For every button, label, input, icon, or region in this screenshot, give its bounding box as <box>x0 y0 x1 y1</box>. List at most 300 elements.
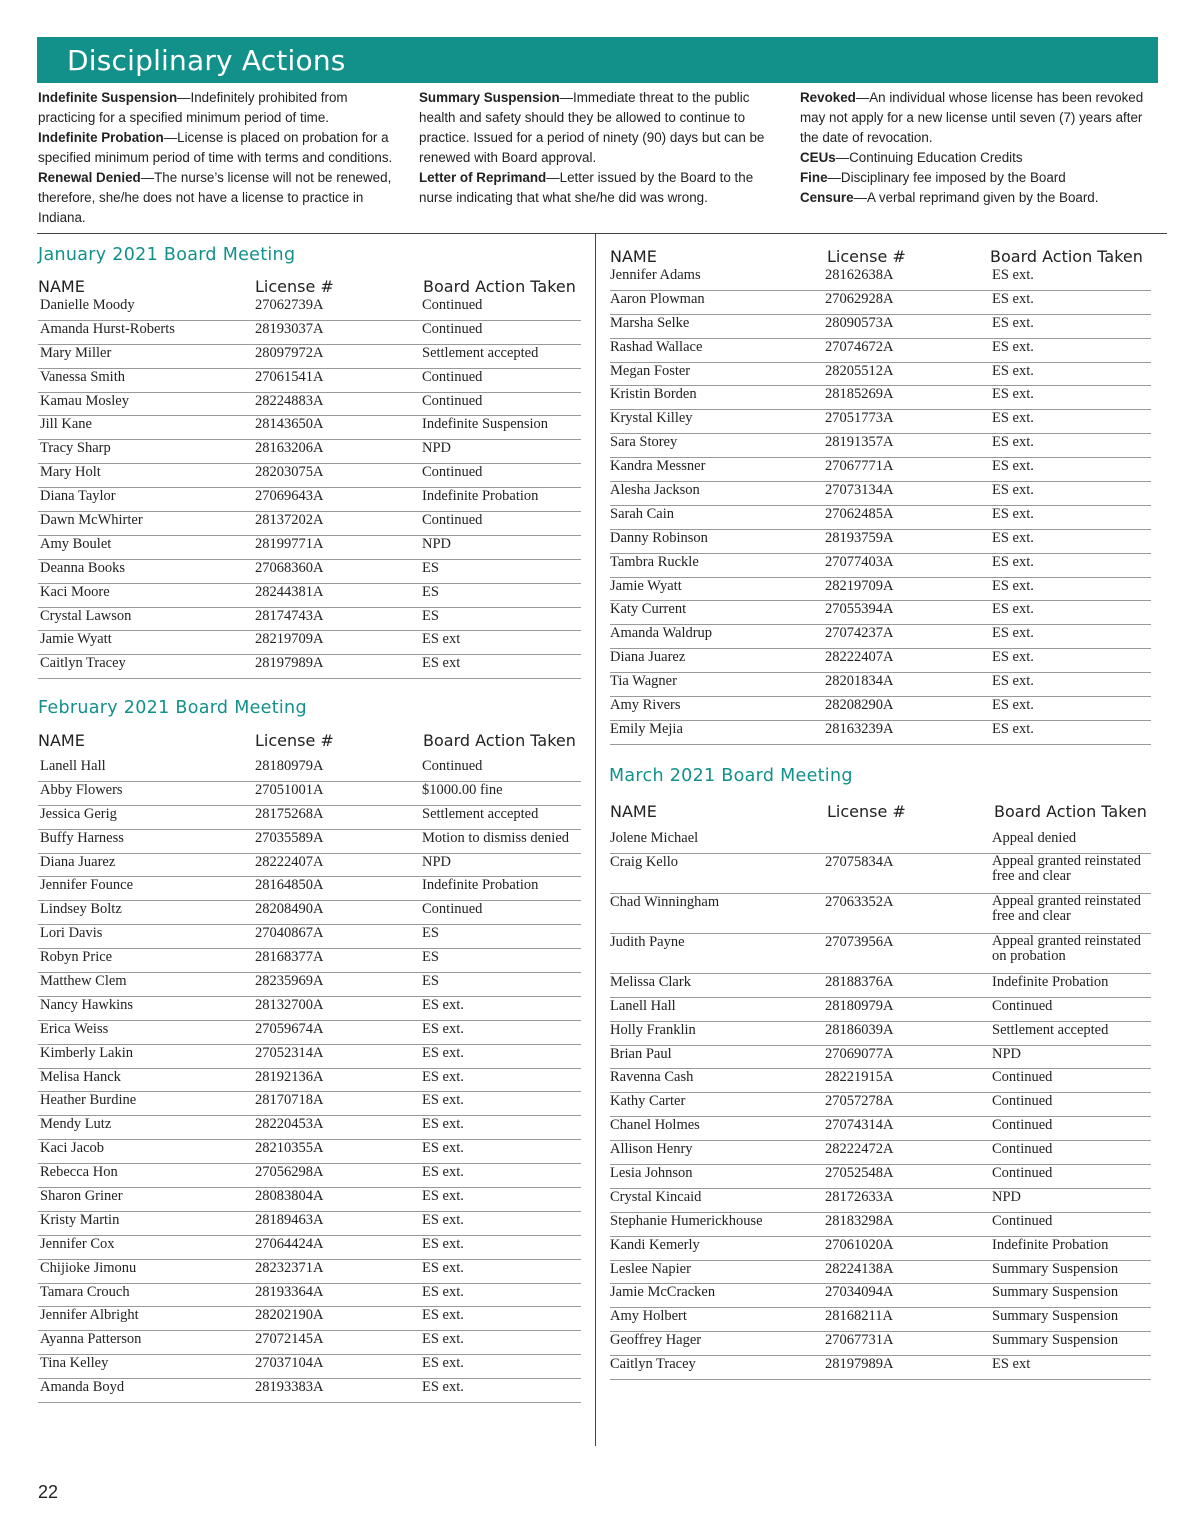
license-number: 27064424A <box>255 1235 324 1252</box>
page-header-banner <box>37 37 1158 83</box>
member-name: Lori Davis <box>40 925 103 942</box>
license-number: 28168377A <box>255 949 324 966</box>
license-number: 28219709A <box>255 631 324 648</box>
table-row <box>38 1092 581 1116</box>
table-row <box>38 655 581 679</box>
board-action: Continued <box>992 1141 1053 1158</box>
table-row <box>610 291 1151 315</box>
license-number: 28097972A <box>255 344 324 361</box>
board-action: ES ext. <box>992 577 1034 594</box>
license-number: 28164850A <box>255 877 324 894</box>
table-row <box>38 782 581 806</box>
board-action: ES ext. <box>422 1211 464 1228</box>
january-table <box>38 297 581 679</box>
table-row <box>610 458 1151 482</box>
member-name: Judith Payne <box>610 933 685 950</box>
table-row <box>610 934 1151 974</box>
member-name: Kristin Borden <box>610 386 697 403</box>
board-action: ES ext. <box>422 1379 464 1396</box>
license-number: 28244381A <box>255 583 324 600</box>
board-action: ES <box>422 949 439 966</box>
license-number: 28224883A <box>255 392 324 409</box>
member-name: Tina Kelley <box>40 1355 109 1372</box>
board-action: Indefinite Probation <box>422 488 539 505</box>
table-row <box>610 697 1151 721</box>
member-name: Megan Foster <box>610 362 691 379</box>
member-name: Crystal Kincaid <box>610 1188 702 1205</box>
board-action: ES ext. <box>992 673 1034 690</box>
member-name: Lindsey Boltz <box>40 901 122 918</box>
board-action: ES ext. <box>992 625 1034 642</box>
table-row <box>38 830 581 854</box>
member-name: Krystal Killey <box>610 410 693 427</box>
table-row <box>610 1261 1151 1285</box>
board-action: Settlement accepted <box>992 1021 1109 1038</box>
definition-text: —A verbal reprimand given by the Board. <box>853 190 1099 205</box>
definition-term: Indefinite Probation <box>38 130 164 145</box>
table-row <box>610 506 1151 530</box>
member-name: Jamie Wyatt <box>610 577 682 594</box>
table-row <box>610 1189 1151 1213</box>
member-name: Melisa Hanck <box>40 1068 121 1085</box>
board-action: Settlement accepted <box>422 805 539 822</box>
member-name: Deanna Books <box>40 559 125 576</box>
board-action: ES ext. <box>992 553 1034 570</box>
february-cont-col-name: NAME <box>610 247 657 266</box>
board-action: ES ext. <box>992 720 1034 737</box>
license-number: 28162638A <box>825 267 894 283</box>
license-number: 28172633A <box>825 1188 894 1205</box>
board-action: ES <box>422 583 439 600</box>
table-row <box>38 1284 581 1308</box>
license-number: 27074237A <box>825 625 894 642</box>
member-name: Buffy Harness <box>40 829 124 846</box>
member-name: Amanda Boyd <box>40 1379 125 1396</box>
definition-item <box>800 88 1160 148</box>
table-row <box>38 560 581 584</box>
license-number: 28193759A <box>825 529 894 546</box>
license-number: 27037104A <box>255 1355 324 1372</box>
definition-text: —Continuing Education Credits <box>835 150 1023 165</box>
license-number: 28170718A <box>255 1092 324 1109</box>
member-name: Katy Current <box>610 601 687 618</box>
member-name: Tamara Crouch <box>40 1283 130 1300</box>
license-number: 27056298A <box>255 1164 324 1181</box>
definition-term: CEUs <box>800 150 836 165</box>
table-row <box>610 1237 1151 1261</box>
license-number: 27055394A <box>825 601 894 618</box>
board-action: ES ext. <box>992 338 1034 355</box>
definition-text: —Indefinitely prohibited from practicing for a specified minimum period of time. <box>38 90 348 125</box>
license-number: 27069643A <box>255 488 324 505</box>
member-name: Heather Burdine <box>40 1092 137 1109</box>
license-number: 28137202A <box>255 512 324 529</box>
license-number: 28205512A <box>825 362 894 379</box>
board-action: ES ext. <box>992 458 1034 475</box>
board-action: Summary Suspension <box>992 1332 1119 1349</box>
license-number: 28224138A <box>825 1260 894 1277</box>
board-action: Indefinite Probation <box>992 1236 1109 1253</box>
table-row <box>38 1188 581 1212</box>
license-number: 28175268A <box>255 805 324 822</box>
license-number: 27059674A <box>255 1020 324 1037</box>
page-title: Disciplinary Actions <box>67 44 346 77</box>
table-row <box>610 339 1151 363</box>
definition-text: —The nurse’s license will not be renewed, therefore, she/he does not have a license to practice in Indiana. <box>38 170 392 225</box>
table-row <box>38 806 581 830</box>
definition-term: Renewal Denied <box>38 170 141 185</box>
table-row <box>38 997 581 1021</box>
board-action: ES ext. <box>992 362 1034 379</box>
board-action: ES ext. <box>992 434 1034 451</box>
license-number: 28174743A <box>255 607 324 624</box>
member-name: Amy Boulet <box>40 535 112 552</box>
table-row <box>38 297 581 321</box>
board-action: ES <box>422 973 439 990</box>
board-action: ES ext. <box>992 649 1034 666</box>
definition-text: —An individual whose license has been revoked may not apply for a new license until seven (7) years after the date of revocation. <box>800 90 1144 145</box>
board-action: ES ext. <box>422 1092 464 1109</box>
february-table <box>38 758 581 1403</box>
member-name: Kimberly Lakin <box>40 1044 134 1061</box>
board-action: Indefinite Suspension <box>422 416 549 433</box>
member-name: Dawn McWhirter <box>40 512 143 529</box>
table-row <box>610 625 1151 649</box>
board-action: ES ext. <box>992 290 1034 307</box>
table-row <box>38 1116 581 1140</box>
board-action: Continued <box>422 464 483 481</box>
march-table <box>610 830 1151 1380</box>
table-row <box>38 608 581 632</box>
board-action: ES <box>422 607 439 624</box>
member-name: Aaron Plowman <box>610 290 705 307</box>
member-name: Diana Taylor <box>40 488 116 505</box>
member-name: Kaci Moore <box>40 583 110 600</box>
license-number: 27067771A <box>825 458 894 475</box>
member-name: Jennifer Founce <box>40 877 134 894</box>
definition-item <box>800 168 1160 188</box>
member-name: Stephanie Humerickhouse <box>610 1212 763 1229</box>
license-number: 27051001A <box>255 781 324 798</box>
license-number: 27035589A <box>255 829 324 846</box>
february-col-action: Board Action Taken <box>423 731 576 750</box>
board-action: Continued <box>992 1212 1053 1229</box>
board-action: Continued <box>992 1093 1053 1110</box>
table-row <box>610 1022 1151 1046</box>
member-name: Robyn Price <box>40 949 113 966</box>
board-action: ES ext <box>422 631 461 648</box>
member-name: Abby Flowers <box>40 781 123 798</box>
board-action: ES ext. <box>992 386 1034 403</box>
member-name: Tia Wagner <box>610 673 677 690</box>
table-row <box>38 1260 581 1284</box>
board-action: Continued <box>422 297 483 313</box>
member-name: Alesha Jackson <box>610 482 700 499</box>
license-number: 28192136A <box>255 1068 324 1085</box>
table-row <box>610 1308 1151 1332</box>
february-col-license: License # <box>255 731 334 750</box>
horizontal-divider <box>37 233 1167 234</box>
definitions-column-2 <box>419 88 781 208</box>
definition-item <box>38 128 400 168</box>
member-name: Amanda Hurst-Roberts <box>40 320 175 337</box>
license-number: 28083804A <box>255 1188 324 1205</box>
license-number: 27074672A <box>825 338 894 355</box>
definition-term: Letter of Reprimand <box>419 170 547 185</box>
board-action: ES ext. <box>992 505 1034 522</box>
license-number: 27073956A <box>825 933 894 950</box>
license-number: 27075834A <box>825 853 894 870</box>
january-col-action: Board Action Taken <box>423 277 576 296</box>
license-number: 27074314A <box>825 1117 894 1134</box>
table-row <box>610 578 1151 602</box>
board-action: Continued <box>992 997 1053 1014</box>
member-name: Amy Holbert <box>610 1308 687 1325</box>
member-name: Ravenna Cash <box>610 1069 694 1086</box>
license-number: 28191357A <box>825 434 894 451</box>
license-number: 27057278A <box>825 1093 894 1110</box>
table-row <box>38 1140 581 1164</box>
member-name: Nancy Hawkins <box>40 996 134 1013</box>
board-action: NPD <box>992 1045 1022 1062</box>
member-name: Kandra Messner <box>610 458 706 475</box>
member-name: Mary Holt <box>40 464 101 481</box>
member-name: Kaci Jacob <box>40 1140 105 1157</box>
license-number: 28222472A <box>825 1141 894 1158</box>
member-name: Jessica Gerig <box>40 805 117 822</box>
board-action: ES ext. <box>992 314 1034 331</box>
table-row <box>38 416 581 440</box>
member-name: Jill Kane <box>40 416 92 433</box>
member-name: Caitlyn Tracey <box>40 655 126 672</box>
table-row <box>38 1307 581 1331</box>
board-action: ES <box>422 925 439 942</box>
board-action: Motion to dismiss denied <box>422 829 570 846</box>
license-number: 28208290A <box>825 697 894 714</box>
definition-term: Censure <box>800 190 854 205</box>
board-action: ES <box>422 559 439 576</box>
license-number: 28232371A <box>255 1259 324 1276</box>
table-row <box>38 369 581 393</box>
member-name: Holly Franklin <box>610 1021 696 1038</box>
board-action: ES ext. <box>992 482 1034 499</box>
table-row <box>38 1331 581 1355</box>
table-row <box>38 1045 581 1069</box>
board-action: Appeal denied <box>992 830 1077 846</box>
license-number: 28203075A <box>255 464 324 481</box>
board-action: ES ext. <box>422 996 464 1013</box>
license-number: 27069077A <box>825 1045 894 1062</box>
board-action: Indefinite Probation <box>992 973 1109 990</box>
member-name: Sara Storey <box>610 434 678 451</box>
member-name: Tambra Ruckle <box>610 553 699 570</box>
table-row <box>610 554 1151 578</box>
board-action: ES ext. <box>992 529 1034 546</box>
license-number: 27034094A <box>825 1284 894 1301</box>
license-number: 28193383A <box>255 1379 324 1396</box>
board-action: Appeal granted reinstated on probation <box>992 932 1141 965</box>
table-row <box>38 488 581 512</box>
member-name: Danielle Moody <box>40 297 135 313</box>
member-name: Diana Juarez <box>40 853 116 870</box>
definition-item <box>800 188 1160 208</box>
board-action: ES ext. <box>992 267 1034 283</box>
table-row <box>38 854 581 878</box>
table-row <box>38 1379 581 1403</box>
license-number: 27051773A <box>825 410 894 427</box>
definitions-column-1 <box>38 88 400 228</box>
board-action: Continued <box>422 901 483 918</box>
definition-term: Summary Suspension <box>419 90 560 105</box>
table-row <box>610 830 1151 854</box>
license-number: 28197989A <box>825 1356 894 1373</box>
license-number: 28197989A <box>255 655 324 672</box>
board-action: ES ext <box>422 655 461 672</box>
member-name: Amy Rivers <box>610 697 681 714</box>
member-name: Mary Miller <box>40 344 112 361</box>
table-row <box>610 1356 1151 1380</box>
board-action: Summary Suspension <box>992 1260 1119 1277</box>
table-row <box>38 440 581 464</box>
march-section-title: March 2021 Board Meeting <box>609 766 853 786</box>
table-row <box>610 601 1151 625</box>
board-action: Continued <box>422 758 483 774</box>
member-name: Crystal Lawson <box>40 607 132 624</box>
table-row <box>610 1284 1151 1308</box>
board-action: ES ext. <box>422 1044 464 1061</box>
member-name: Melissa Clark <box>610 973 691 990</box>
board-action: ES ext. <box>422 1020 464 1037</box>
board-action: Summary Suspension <box>992 1284 1119 1301</box>
license-number: 28219709A <box>825 577 894 594</box>
member-name: Caitlyn Tracey <box>610 1356 696 1373</box>
member-name: Sarah Cain <box>610 505 675 522</box>
table-row <box>610 530 1151 554</box>
table-row <box>38 973 581 997</box>
february-cont-col-license: License # <box>827 247 906 266</box>
member-name: Jennifer Adams <box>610 267 701 283</box>
license-number: 28193037A <box>255 320 324 337</box>
table-row <box>38 758 581 782</box>
member-name: Diana Juarez <box>610 649 686 666</box>
member-name: Jennifer Albright <box>40 1307 139 1324</box>
member-name: Kristy Martin <box>40 1211 120 1228</box>
board-action: ES ext. <box>422 1283 464 1300</box>
member-name: Craig Kello <box>610 853 679 870</box>
table-row <box>610 434 1151 458</box>
member-name: Lanell Hall <box>40 758 106 774</box>
table-row <box>38 1355 581 1379</box>
license-number: 28235969A <box>255 973 324 990</box>
member-name: Danny Robinson <box>610 529 708 546</box>
table-row <box>38 536 581 560</box>
license-number: 28221915A <box>825 1069 894 1086</box>
member-name: Sharon Griner <box>40 1188 123 1205</box>
january-section-title: January 2021 Board Meeting <box>38 245 296 265</box>
table-row <box>38 584 581 608</box>
february-continued-table <box>610 267 1151 745</box>
february-section-title: February 2021 Board Meeting <box>38 698 307 718</box>
member-name: Rebecca Hon <box>40 1164 118 1181</box>
member-name: Kamau Mosley <box>40 392 129 409</box>
board-action: ES ext. <box>992 410 1034 427</box>
member-name: Ayanna Patterson <box>40 1331 142 1348</box>
table-row <box>610 1093 1151 1117</box>
license-number: 27062485A <box>825 505 894 522</box>
board-action: ES ext. <box>422 1307 464 1324</box>
license-number: 27067731A <box>825 1332 894 1349</box>
table-row <box>610 1165 1151 1189</box>
table-row <box>610 482 1151 506</box>
board-action: Continued <box>422 320 483 337</box>
board-action: ES ext. <box>422 1140 464 1157</box>
table-row <box>38 1069 581 1093</box>
member-name: Matthew Clem <box>40 973 127 990</box>
license-number: 27063352A <box>825 893 894 910</box>
license-number: 28188376A <box>825 973 894 990</box>
license-number: 28186039A <box>825 1021 894 1038</box>
license-number: 28180979A <box>825 997 894 1014</box>
table-row <box>610 410 1151 434</box>
license-number: 28168211A <box>825 1308 893 1325</box>
board-action: ES ext <box>992 1356 1031 1373</box>
definition-text: —Immediate threat to the public health and safety should they be allowed to continue to practice. Issued for a period of ninety (90) days but can be renewed with Board approval. <box>419 90 765 165</box>
board-action: $1000.00 fine <box>422 781 503 798</box>
table-row <box>610 894 1151 934</box>
definition-term: Revoked <box>800 90 856 105</box>
license-number: 28185269A <box>825 386 894 403</box>
board-action: Summary Suspension <box>992 1308 1119 1325</box>
table-row <box>610 673 1151 697</box>
table-row <box>38 901 581 925</box>
license-number: 28193364A <box>255 1283 324 1300</box>
member-name: Emily Mejia <box>610 720 683 737</box>
table-row <box>38 1164 581 1188</box>
member-name: Mendy Lutz <box>40 1116 112 1133</box>
member-name: Kathy Carter <box>610 1093 686 1110</box>
table-row <box>38 464 581 488</box>
board-action: ES ext. <box>992 601 1034 618</box>
license-number: 27061541A <box>255 368 324 385</box>
license-number: 27072145A <box>255 1331 324 1348</box>
board-action: Continued <box>422 368 483 385</box>
member-name: Marsha Selke <box>610 314 690 331</box>
table-row <box>38 949 581 973</box>
march-col-action: Board Action Taken <box>994 802 1147 821</box>
license-number: 27068360A <box>255 559 324 576</box>
member-name: Tracy Sharp <box>40 440 111 457</box>
definition-text: —Letter issued by the Board to the nurse indicating that what she/he did was wrong. <box>419 170 754 205</box>
member-name: Allison Henry <box>610 1141 693 1158</box>
table-row <box>610 974 1151 998</box>
member-name: Kandi Kemerly <box>610 1236 700 1253</box>
table-row <box>38 877 581 901</box>
member-name: Chad Winningham <box>610 893 720 910</box>
definition-text: —License is placed on probation for a specified minimum period of time with terms and conditions. <box>38 130 393 165</box>
table-row <box>38 631 581 655</box>
license-number: 27062928A <box>825 290 894 307</box>
license-number: 28163239A <box>825 720 894 737</box>
member-name: Chanel Holmes <box>610 1117 700 1134</box>
board-action: ES ext. <box>422 1164 464 1181</box>
member-name: Jolene Michael <box>610 830 699 846</box>
license-number: 27073134A <box>825 482 894 499</box>
january-col-name: NAME <box>38 277 85 296</box>
board-action: NPD <box>422 535 452 552</box>
license-number: 28202190A <box>255 1307 324 1324</box>
january-col-license: License # <box>255 277 334 296</box>
license-number: 27077403A <box>825 553 894 570</box>
